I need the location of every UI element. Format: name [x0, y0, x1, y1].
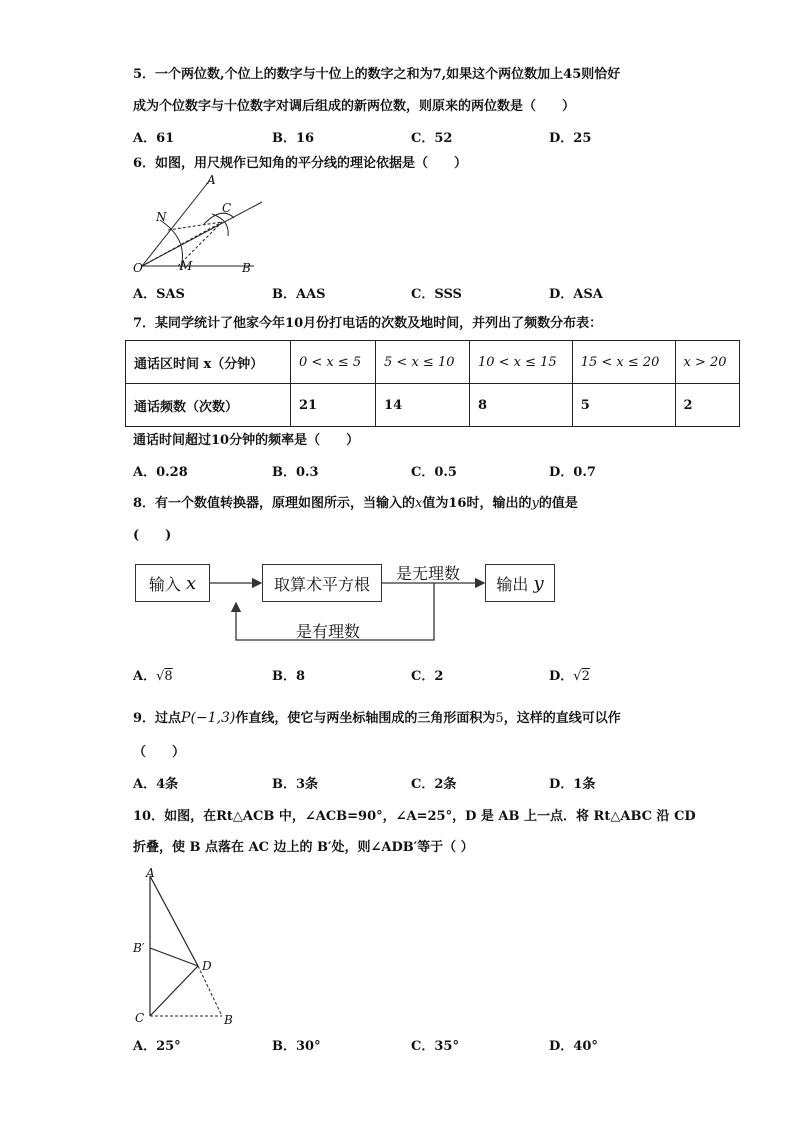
flow-input-label: 输入	[148, 574, 181, 594]
flow-rational-label: 是有理数	[296, 622, 361, 641]
segment-cd	[150, 966, 198, 1016]
flow-input-var: x	[185, 572, 197, 594]
q8-option-b: B．8	[272, 669, 306, 684]
label-d: D	[202, 959, 212, 973]
table-interval: 0 < x ≤ 5	[291, 341, 376, 384]
table-header-time: 通话区时间 x（分钟）	[126, 341, 291, 384]
q8-text-post: 的值是	[538, 496, 578, 511]
segment-b1d	[150, 948, 198, 966]
flow-output-label: 输出	[496, 574, 529, 594]
flow-output-var: y	[533, 572, 544, 594]
q5-option-a: A．61	[133, 131, 175, 146]
q9-area: 5	[495, 711, 504, 726]
q8-text-mid: 值为16时，输出的	[422, 496, 532, 511]
q9-option-b: B．3条	[272, 777, 319, 792]
table-interval: 10 < x ≤ 15	[469, 341, 572, 384]
q9-line1	[133, 709, 621, 728]
q8-line2: ( )	[133, 528, 172, 543]
segment-db	[198, 966, 222, 1016]
q8-option-d-prefix: D．	[549, 669, 574, 684]
q8-option-d	[549, 668, 590, 686]
q6-option-b: B．AAS	[272, 287, 326, 302]
q8-text-pre: 8．有一个数值转换器，原理如图所示，当输入的	[133, 496, 416, 511]
label-m: M	[180, 259, 193, 273]
q10-option-b: B．30°	[272, 1039, 321, 1054]
q9-option-a: A．4条	[133, 777, 179, 792]
q5-line1: 5．一个两位数,个位上的数字与十位上的数字之和为7,如果这个两位数加上45则恰好	[133, 67, 621, 82]
table-count: 8	[469, 384, 572, 427]
q6-option-a: A．SAS	[133, 287, 185, 302]
q9-text-mid: 作直线，使它与两坐标轴围成的三角形面积为	[235, 711, 496, 726]
q8-option-d-radicand: 2	[581, 669, 590, 684]
table-count: 5	[572, 384, 675, 427]
q9-text-post: ，这样的直线可以作	[503, 711, 621, 726]
q10-line1: 10．如图，在Rt△ACB 中，∠ACB=90°，∠A=25°，D 是 AB 上一点．将 Rt△ABC 沿 CD	[133, 809, 696, 824]
flow-irrational-label: 是无理数	[396, 564, 461, 583]
segment-ad	[150, 876, 198, 966]
label-o: O	[133, 261, 143, 275]
q10-line2: 折叠，使 B 点落在 AC 边上的 B′处，则∠ADB′等于（ ）	[133, 840, 474, 855]
q7-line2: 通话时间超过10分钟的频率是（ ）	[133, 433, 360, 448]
sqrt-symbol: √2	[573, 669, 590, 684]
fold-triangle-figure	[130, 866, 240, 1028]
q6-line1: 6．如图，用尺规作已知角的平分线的理论依据是（ ）	[133, 156, 468, 171]
q7-line1: 7．某同学统计了他家今年10月份打电话的次数及地时间，并列出了频数分布表：	[133, 316, 603, 331]
q8-option-a	[133, 668, 173, 686]
q10-option-a: A．25°	[133, 1039, 181, 1054]
label-c: C	[135, 1011, 145, 1025]
q8-option-c: C．2	[411, 669, 444, 684]
q8-option-a-prefix: A．	[133, 669, 157, 684]
q9-text-pre: 9．过点	[133, 711, 182, 726]
flow-process-box: 取算术平方根	[262, 564, 382, 602]
label-n: N	[156, 210, 167, 224]
q9-option-d: D．1条	[549, 777, 596, 792]
label-a: A	[207, 173, 216, 187]
table-count: 21	[291, 384, 376, 427]
sqrt-symbol: √8	[156, 669, 173, 684]
table-count: 14	[376, 384, 470, 427]
table-header-count: 通话频数（次数）	[126, 384, 291, 427]
q10-option-c: C．35°	[411, 1039, 459, 1054]
q7-option-d: D．0.7	[549, 465, 596, 480]
table-interval: 5 < x ≤ 10	[376, 341, 470, 384]
q5-option-d: D．25	[549, 131, 592, 146]
label-b: B	[224, 1013, 233, 1027]
label-b-prime: B′	[133, 941, 145, 955]
q5-option-c: C．52	[411, 131, 453, 146]
q7-option-a: A．0.28	[133, 465, 188, 480]
q5-line2: 成为个位数字与十位数字对调后组成的新两位数，则原来的两位数是（ ）	[133, 99, 576, 114]
q6-option-d: D．ASA	[549, 287, 603, 302]
q8-option-a-radicand: 8	[164, 669, 173, 684]
label-c: C	[222, 201, 232, 215]
table-interval: x > 20	[675, 341, 740, 384]
q10-option-d: D．40°	[549, 1039, 598, 1054]
q9-line2: （ ）	[133, 745, 186, 760]
q7-option-c: C．0.5	[411, 465, 457, 480]
q8-var-x: x	[415, 496, 423, 511]
label-b: B	[242, 261, 251, 275]
q9-point: P(−1,3)	[181, 710, 236, 726]
q7-option-b: B．0.3	[272, 465, 319, 480]
q5-option-b: B．16	[272, 131, 315, 146]
table-count: 2	[675, 384, 740, 427]
q6-option-c: C．SSS	[411, 287, 462, 302]
q8-var-y: y	[531, 496, 539, 511]
q9-option-c: C．2条	[411, 777, 457, 792]
label-a: A	[146, 866, 155, 880]
table-interval: 15 < x ≤ 20	[572, 341, 675, 384]
